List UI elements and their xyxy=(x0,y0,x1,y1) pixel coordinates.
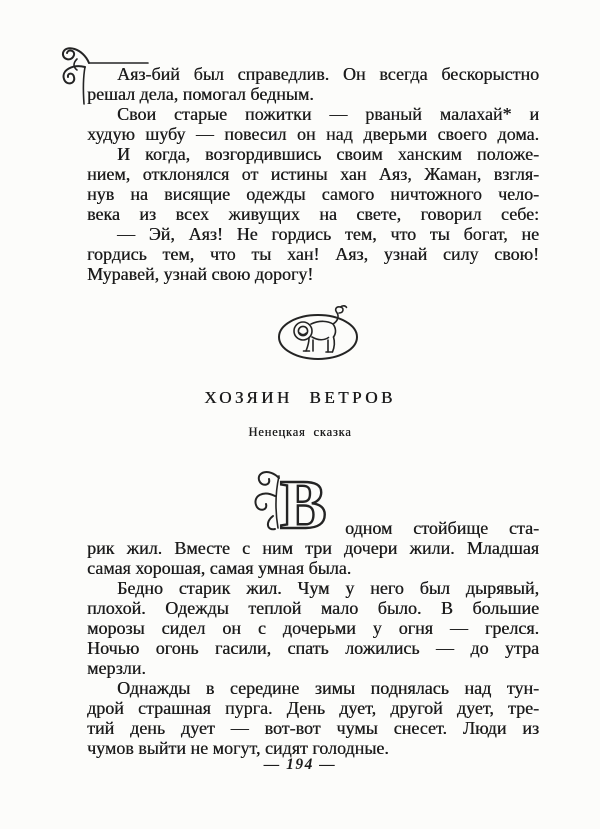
text-line: решал дела, помогал бедным. xyxy=(87,84,314,104)
text-line: тий день дует — вот-вот чумы снесет. Люди из xyxy=(87,718,539,738)
text-line: нув на висящие одежды самого ничтожного чело- xyxy=(87,184,539,204)
text-line: Бедно старик жил. Чум у него был дырявый, xyxy=(117,578,539,598)
text-line: века из всех живущих на свете, говорил себе: xyxy=(87,204,539,224)
text-line: самая хорошая, самая умная была. xyxy=(87,558,352,578)
text-line: нием, отклонялся от истины хан Аяз, Жаман, взгля- xyxy=(87,164,539,184)
text-line: Муравей, узнай свою дорогу! xyxy=(87,264,314,284)
text-line: — Эй, Аяз! Не гордись тем, что ты богат, не xyxy=(117,224,539,244)
text-line: худую шубу — повесил он над дверьми своего дома. xyxy=(87,124,539,144)
text-line: мерзли. xyxy=(87,658,146,678)
text-line: Однажды в середине зимы поднялась над тун- xyxy=(117,678,539,698)
story-subtitle: Ненецкая сказка xyxy=(248,425,352,439)
text-line: гордись тем, что ты хан! Аяз, узнай силу свою! xyxy=(87,244,539,264)
text-line: дрой страшная пурга. День дует, другой дует, тре- xyxy=(87,698,539,718)
text-line: одном стойбище ста- xyxy=(345,518,539,538)
story-vetrov-text xyxy=(87,518,539,758)
page-number: — 194 — xyxy=(263,756,337,773)
text-line: чумов выйти не могут, сидят голодные. xyxy=(87,738,389,758)
story-title: ХОЗЯИН ВЕТРОВ xyxy=(204,388,396,407)
drop-cap-letter: В xyxy=(280,467,327,540)
text-line: И когда, возгордившись своим ханским положе- xyxy=(117,144,539,164)
text-line: Свои старые пожитки — рваный малахай* и xyxy=(117,104,539,124)
text-line: морозы сидел он с дочерьми у огня — грелся. xyxy=(87,618,539,638)
story-ayaz-text xyxy=(87,64,539,284)
text-line: Аяз-бий был справедлив. Он всегда бескорыстно xyxy=(117,64,539,84)
text-line: плохой. Одежды теплой мало было. В большие xyxy=(87,598,539,618)
text-line: Ночью огонь гасили, спать ложились — до утра xyxy=(87,638,539,658)
lion-vignette-icon xyxy=(276,304,362,362)
text-line: рик жил. Вместе с ним три дочери жили. Младшая xyxy=(87,538,539,558)
